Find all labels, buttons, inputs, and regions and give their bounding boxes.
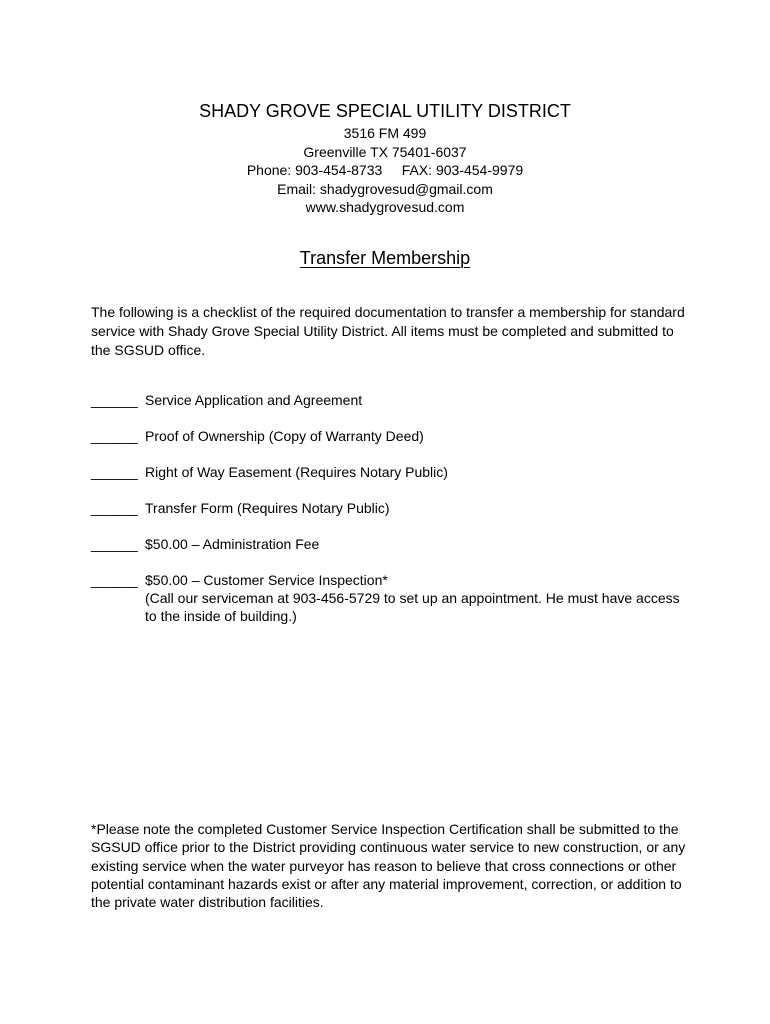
checkbox-blank: ______ bbox=[91, 428, 138, 444]
org-name: SHADY GROVE SPECIAL UTILITY DISTRICT bbox=[199, 101, 571, 121]
checklist-item-administration-fee bbox=[91, 535, 691, 571]
checklist-item-body bbox=[145, 571, 691, 625]
checklist-item-proof-of-ownership bbox=[91, 427, 691, 463]
phone-fax: Phone: 903-454-8733 FAX: 903-454-9979 bbox=[246, 162, 524, 178]
contact-block bbox=[0, 124, 770, 217]
email: Email: shadygrovesud@gmail.com bbox=[277, 180, 493, 197]
address-line-2: Greenville TX 75401-6037 bbox=[303, 143, 467, 160]
checklist-item-label: Service Application and Agreement bbox=[145, 392, 363, 408]
address-line-1: 3516 FM 499 bbox=[343, 125, 427, 141]
checkbox-blank: ______ bbox=[91, 464, 138, 480]
checklist-item-service-application bbox=[91, 391, 691, 427]
intro-paragraph: The following is a checklist of the required documentation to transfer a membership for standard service with Shady Grove Special Utility District. All items must be completed and submitted to the SGSUD office. bbox=[91, 304, 685, 358]
checklist bbox=[91, 391, 691, 625]
checklist-item-label: Right of Way Easement (Requires Notary Public) bbox=[145, 464, 448, 480]
checkbox-blank: ______ bbox=[91, 536, 138, 552]
checklist-item-right-of-way bbox=[91, 463, 691, 499]
footnote-paragraph: *Please note the completed Customer Service Inspection Certification shall be submitted to the SGSUD office prior to the District providing continuous water service to new construction, or any existing service when the water purveyor has reason to believe that cross connections or other potential contaminant hazards exist or after any material improvement, correction, or addition to the private water distribution facilities. bbox=[91, 821, 686, 911]
checklist-item-inspection bbox=[91, 571, 691, 625]
website: www.shadygrovesud.com bbox=[305, 199, 465, 215]
doc-title-text: Transfer Membership bbox=[299, 248, 471, 268]
checklist-item-note: (Call our serviceman at 903-456-5729 to set up an appointment. He must have access to the inside of building.) bbox=[145, 590, 680, 624]
checklist-item-label: Proof of Ownership (Copy of Warranty Deed) bbox=[145, 428, 424, 444]
checklist-item-label: Transfer Form (Requires Notary Public) bbox=[145, 500, 390, 516]
checkbox-blank: ______ bbox=[91, 392, 138, 408]
checklist-item-transfer-form bbox=[91, 499, 691, 535]
checklist-item-label: $50.00 – Customer Service Inspection* bbox=[145, 572, 388, 588]
doc-title bbox=[0, 247, 770, 269]
checkbox-blank: ______ bbox=[91, 572, 138, 588]
checkbox-blank: ______ bbox=[91, 500, 138, 516]
checklist-item-label: $50.00 – Administration Fee bbox=[145, 536, 320, 552]
